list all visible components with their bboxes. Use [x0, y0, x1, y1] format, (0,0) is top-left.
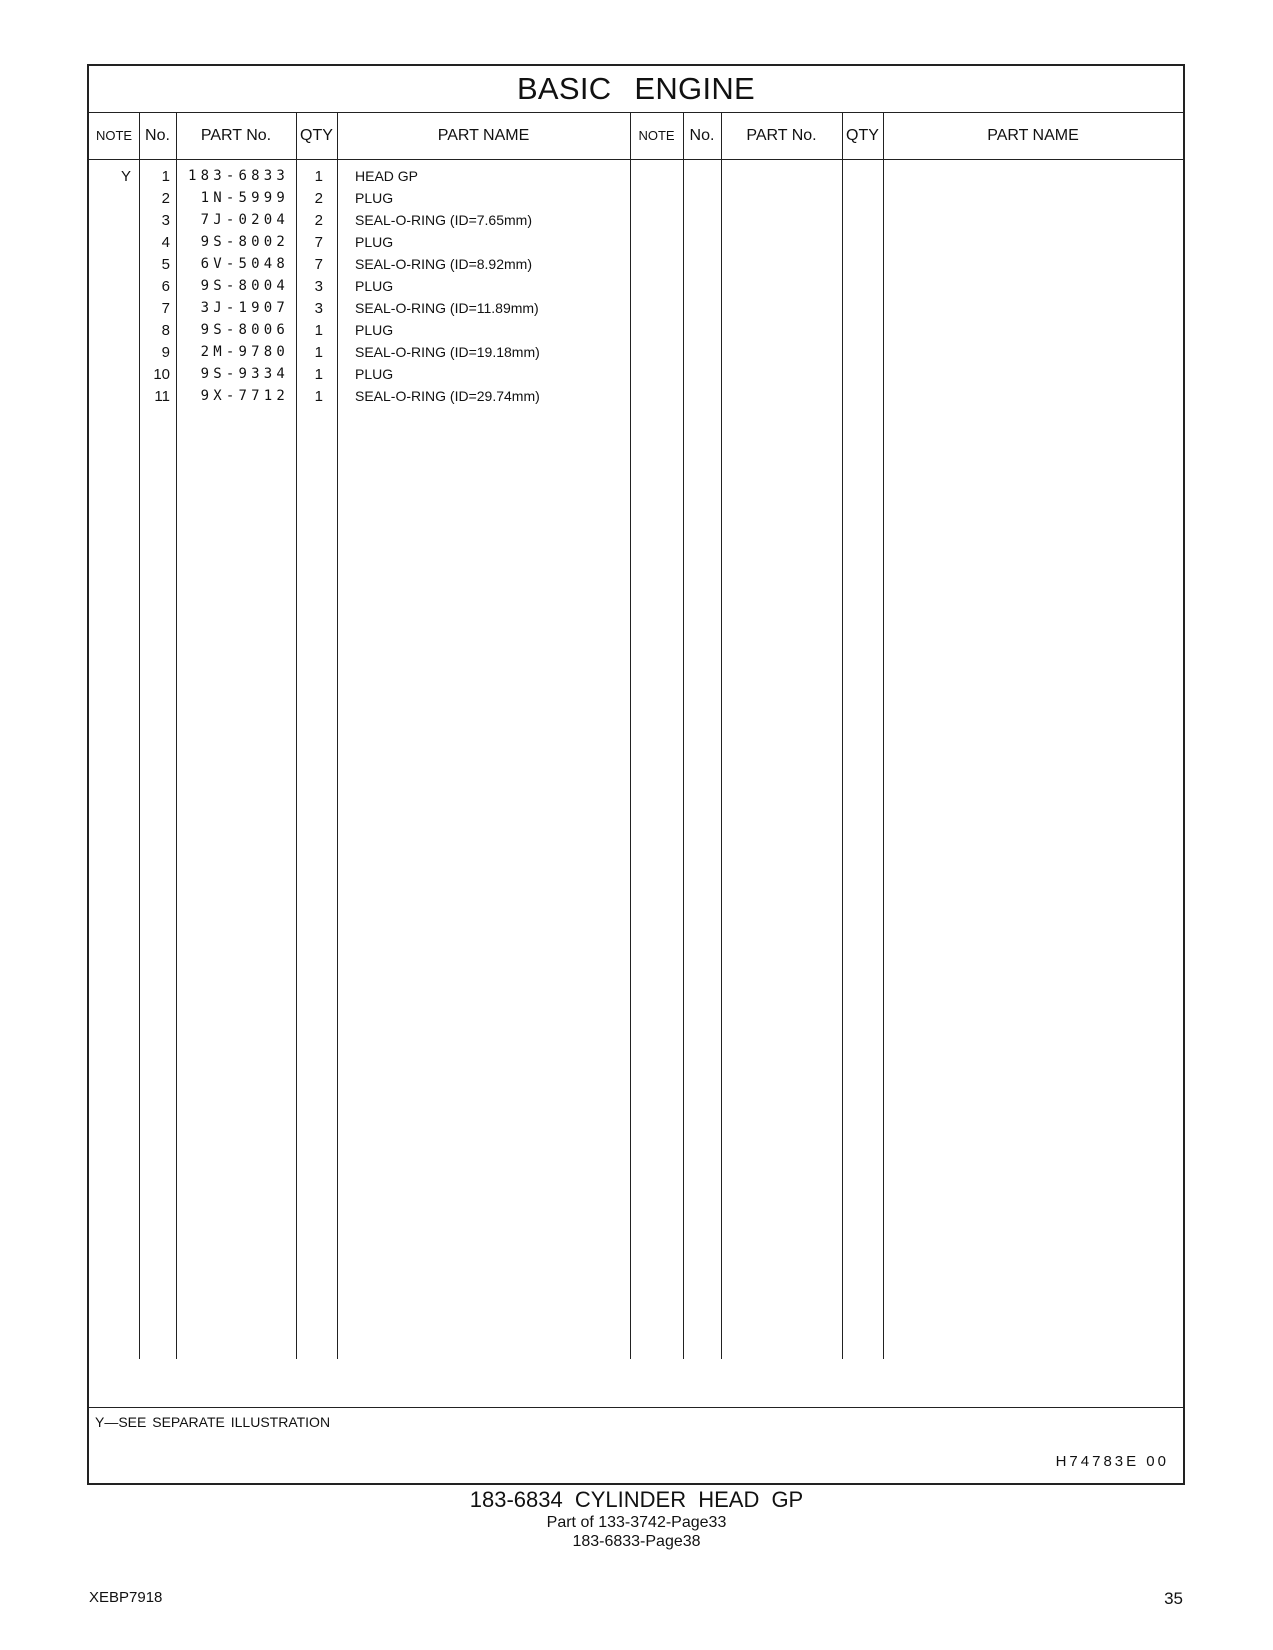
header-part-no-right: PART No.	[746, 127, 817, 144]
caption-reference: Part of 133-3742-Page33	[546, 1514, 727, 1531]
row-number: 8	[161, 322, 170, 339]
table-row	[89, 297, 649, 320]
row-number: 10	[153, 366, 170, 383]
table-row	[89, 231, 649, 254]
table-row	[89, 253, 649, 276]
row-number: 3	[161, 212, 170, 229]
header-note-right: NOTE	[638, 128, 675, 143]
row-part-name: SEAL-O-RING (ID=7.65mm)	[355, 212, 532, 228]
row-quantity: 7	[314, 234, 323, 251]
column-divider	[842, 112, 843, 1359]
header-no-left: No.	[145, 127, 170, 144]
figure-caption	[0, 1487, 1273, 1551]
row-part-number: 3J-1907	[200, 300, 289, 316]
header-note-left: NOTE	[95, 128, 133, 143]
row-quantity: 1	[314, 322, 323, 339]
row-number: 2	[161, 190, 170, 207]
caption-reference: 183-6833-Page38	[572, 1533, 701, 1550]
column-divider	[883, 112, 884, 1359]
row-part-name: PLUG	[355, 234, 394, 250]
row-part-number: 2M-9780	[200, 344, 289, 360]
row-number: 6	[161, 278, 170, 295]
header-no-right: No.	[689, 127, 715, 144]
row-number: 4	[161, 234, 170, 251]
row-part-name: PLUG	[355, 278, 394, 294]
table-row	[89, 385, 649, 408]
header-part-name-right: PART NAME	[987, 127, 1079, 144]
header-part-no-left: PART No.	[200, 127, 272, 144]
row-part-name: SEAL-O-RING (ID=8.92mm)	[355, 256, 532, 272]
row-part-number: 9S-8004	[200, 278, 289, 294]
row-part-name: SEAL-O-RING (ID=29.74mm)	[355, 388, 540, 404]
row-number: 5	[161, 256, 170, 273]
table-row	[89, 363, 649, 386]
table-row	[89, 187, 649, 210]
header-qty-left: QTY	[300, 127, 333, 144]
row-part-number: 6V-5048	[200, 256, 289, 272]
row-quantity: 1	[314, 366, 323, 383]
row-quantity: 2	[314, 190, 323, 207]
header-part-name-left: PART NAME	[437, 127, 530, 144]
row-quantity: 2	[314, 212, 323, 229]
row-quantity: 7	[314, 256, 323, 273]
page-number: 35	[1164, 1589, 1183, 1608]
row-number: 9	[161, 344, 170, 361]
row-quantity: 1	[314, 344, 323, 361]
table-row	[89, 275, 649, 298]
row-quantity: 1	[314, 388, 323, 405]
row-part-number: 9S-8006	[200, 322, 289, 338]
row-part-number: 9S-9334	[200, 366, 289, 382]
column-divider	[683, 112, 684, 1359]
row-part-name: HEAD GP	[355, 168, 419, 184]
row-part-number: 9S-8002	[200, 234, 289, 250]
row-number: 11	[154, 388, 170, 405]
caption-title: 183-6834 CYLINDER HEAD GP	[469, 1487, 804, 1512]
document-id: XEBP7918	[89, 1589, 163, 1606]
row-quantity: 3	[314, 300, 323, 317]
row-quantity: 3	[314, 278, 323, 295]
row-part-number: 1N-5999	[200, 190, 289, 206]
row-part-name: PLUG	[355, 366, 394, 382]
row-part-name: SEAL-O-RING (ID=19.18mm)	[355, 344, 540, 360]
row-part-name: PLUG	[355, 322, 394, 338]
table-bottom-rule	[89, 1407, 1183, 1408]
footnote: Y—SEE SEPARATE ILLUSTRATION	[95, 1414, 331, 1430]
row-part-name: PLUG	[355, 190, 394, 206]
row-part-number: 183-6833	[187, 168, 289, 184]
table-row	[89, 209, 649, 232]
row-number: 1	[161, 168, 170, 185]
figure-code: H74783E 00	[1055, 1453, 1169, 1470]
column-header-row	[89, 112, 1183, 160]
row-note: Y	[120, 168, 131, 185]
section-title: BASIC ENGINE	[89, 66, 1183, 113]
row-quantity: 1	[314, 168, 323, 185]
row-part-name: SEAL-O-RING (ID=11.89mm)	[355, 300, 539, 316]
column-divider	[721, 112, 722, 1359]
row-part-number: 9X-7712	[200, 388, 289, 404]
row-part-number: 7J-0204	[200, 212, 289, 228]
table-row	[89, 165, 649, 188]
parts-table-frame	[87, 64, 1185, 1485]
header-qty-right: QTY	[846, 127, 879, 144]
table-row	[89, 319, 649, 342]
row-number: 7	[161, 300, 170, 317]
table-row	[89, 341, 649, 364]
